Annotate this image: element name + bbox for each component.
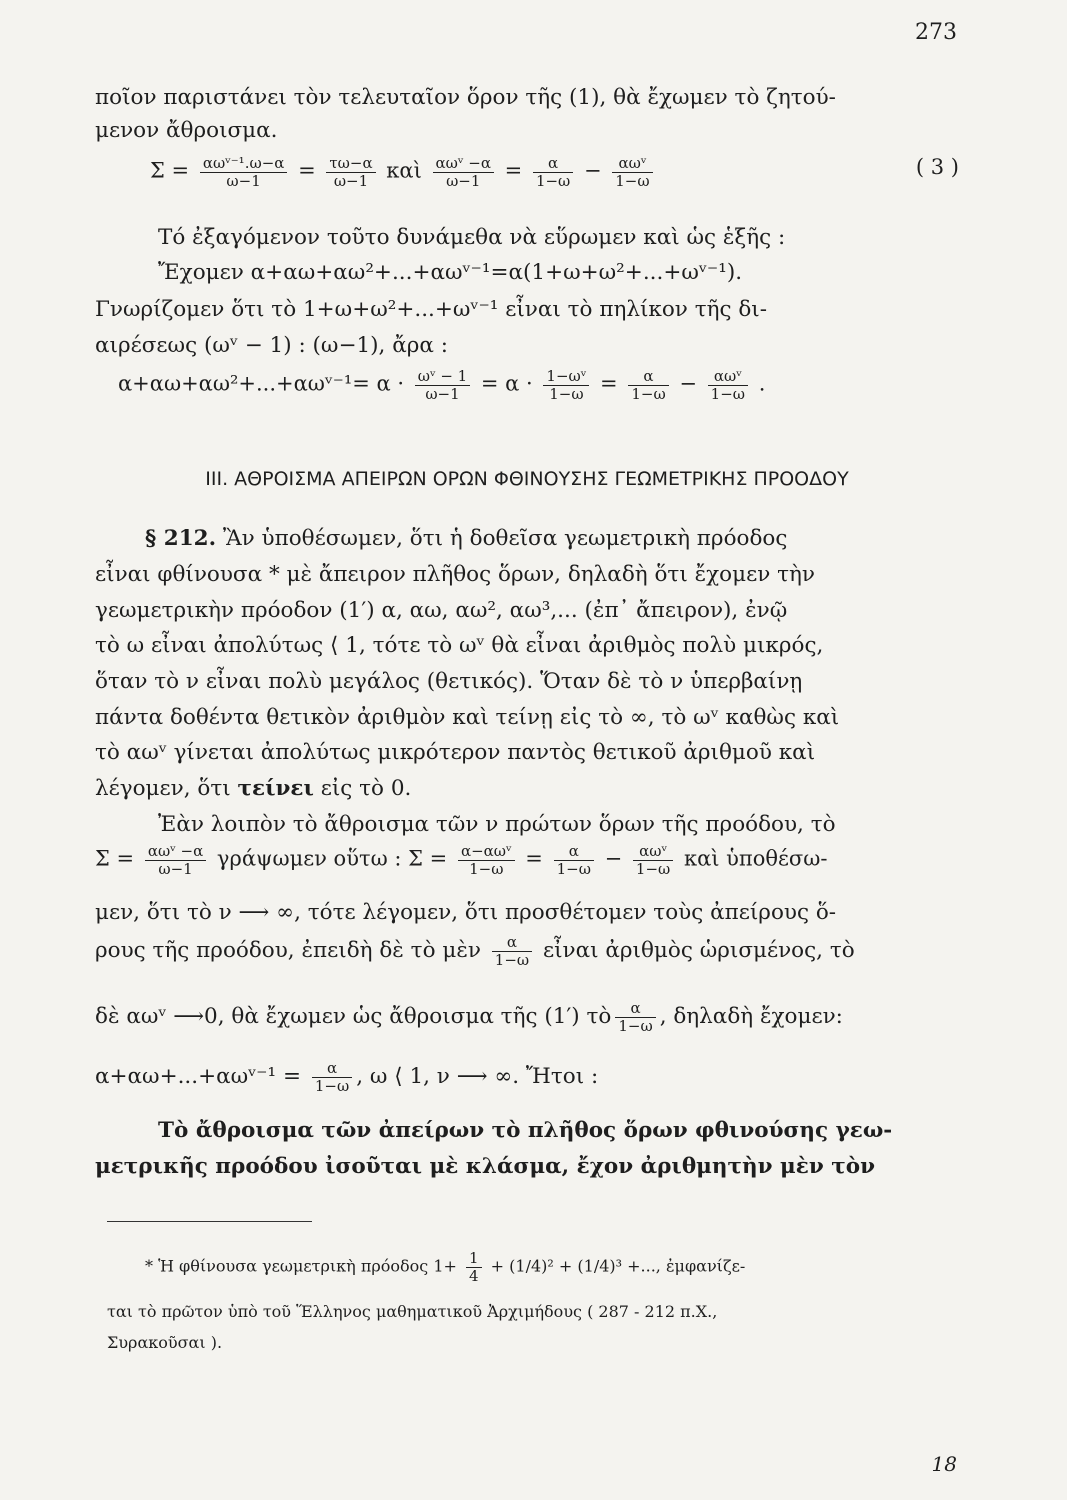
fraction: $\frac{\text{αωᵛ}}{1-\omega}$ [708, 368, 748, 402]
section-heading: III. ΑΘΡΟΙΣΜΑ ΑΠΕΙΡΩΝ ΟΡΩΝ ΦΘΙΝΟΥΣΗΣ ΓΕΩΜΕΤΡΙΚΗΣ ΠΡΟΟΔΟΥ [205, 468, 849, 490]
fraction: $\frac{\text{α−αωᵛ}}{1-\omega}$ [458, 843, 515, 877]
fraction: $\frac{\text{αωᵛ −α}}{\omega-1}$ [145, 843, 206, 877]
fraction: $\frac{\alpha}{1-\omega}$ [533, 155, 573, 189]
fraction: $\frac{\alpha}{1-\omega}$ [615, 1000, 655, 1034]
section-number: § 212. [145, 526, 217, 551]
text-line-fraction: ρους τῆς προόδου, ἐπειδὴ δὲ τὸ μὲν $\frac{\alpha}{1-\omega}$ εἶναι ἀριθμὸς ὡρισμένος, τὸ [95, 933, 855, 969]
fraction: $\frac{\alpha}{1-\omega}$ [554, 843, 594, 877]
fraction: $\frac{\text{ωᵛ − 1}}{\omega-1}$ [415, 368, 470, 402]
fraction: $\frac{\text{1−ωᵛ}}{1-\omega}$ [543, 368, 589, 402]
text-line: Ἐὰν λοιπὸν τὸ ἄθροισμα τῶν ν πρώτων ὅρων τῆς προόδου, τὸ [158, 812, 836, 837]
fraction: $\frac{\text{αωᵛ}}{1-\omega}$ [633, 843, 673, 877]
text-line: ὅταν τὸ ν εἶναι πολὺ μεγάλος (θετικός). Ὅταν δὲ τὸ ν ὑπερβαίνῃ [95, 669, 803, 694]
fraction: $\frac{\alpha}{1-\omega}$ [492, 934, 532, 968]
text-line-fraction: δὲ αωᵛ ⟶0, θὰ ἔχωμεν ὡς ἄθροισμα τῆς (1′) τὸ $\frac{\alpha}{1-\omega}$ , δηλαδὴ ἔχομεν: [95, 999, 843, 1035]
footnote-line: Συρακοῦσαι ). [107, 1333, 223, 1352]
footnote-line: * Ἡ φθίνουσα γεωμετρικὴ πρόοδος 1+ $\frac{1}{4}$ + (1/4)² + (1/4)³ +..., ἐμφανίζε- [145, 1249, 746, 1285]
fraction: $\frac{\text{αωᵛ}}{1-\omega}$ [612, 155, 652, 189]
fraction: $\frac{\text{αωᵛ⁻¹.ω−α}}{\omega-1}$ [200, 155, 288, 189]
text-line: ποῖον παριστάνει τὸν τελευταῖον ὅρον τῆς (1), θὰ ἔχωμεν τὸ ζητού- [95, 85, 836, 110]
fraction: $\frac{\alpha}{1-\omega}$ [628, 368, 668, 402]
text-line: εἶναι φθίνουσα * μὲ ἄπειρον πλῆθος ὅρων, δηλαδὴ ὅτι ἔχομεν τὴν [95, 562, 815, 587]
equation-sum: α+αω+αω²+...+αωᵛ⁻¹= α · $\frac{\text{ωᵛ − 1}}{\omega-1}$ = α · $\frac{\text{1−ωᵛ}}{1-\omega}$ = $\frac{\alpha}{1-\omega}$ − $\frac{\text{αωᵛ}}{1-\omega}$ . [118, 367, 766, 403]
text-line: Γνωρίζομεν ὅτι τὸ 1+ω+ω²+...+ωᵛ⁻¹ εἶναι τὸ πηλίκον τῆς δι- [95, 297, 767, 322]
footnote-line: ται τὸ πρῶτον ὑπὸ τοῦ Ἕλληνος μαθηματικοῦ Ἀρχιμήδους ( 287 - 212 π.Χ., [107, 1302, 718, 1321]
text-line: αιρέσεως (ωᵛ − 1) : (ω−1), ἄρα : [95, 333, 448, 358]
text-line: Τό ἐξαγόμενον τοῦτο δυνάμεθα νὰ εὕρωμεν καὶ ὡς ἑξῆς : [158, 225, 786, 250]
text-line: πάντα δοθέντα θετικὸν ἀριθμὸν καὶ τείνῃ εἰς τὸ ∞, τὸ ωᵛ καθὼς καὶ [95, 705, 840, 730]
fraction: $\frac{1}{4}$ [466, 1250, 482, 1284]
paragraph-start: § 212. Ἂν ὑποθέσωμεν, ὅτι ἡ δοθεῖσα γεωμετρικὴ πρόοδος [145, 526, 788, 551]
emphasis: τείνει [237, 776, 314, 801]
equation-label: ( 3 ) [915, 155, 959, 179]
equation-3: Σ = $\frac{\text{αωᵛ⁻¹.ω−α}}{\omega-1}$ = $\frac{\tau\omega-\alpha}{\omega-1}$ καὶ $\frac{\text{αωᵛ −α}}{\omega-1}$ = $\frac{\alpha}{1-\omega}$ − $\frac{\text{αωᵛ}}{1-\omega}$ ( 3 ) [150, 154, 959, 190]
text-line: Ἔχομεν α+αω+αω²+...+αωᵛ⁻¹=α(1+ω+ω²+...+ωᵛ⁻¹). [158, 260, 743, 285]
eq-sigma: Σ = [150, 158, 190, 183]
fraction: $\frac{\text{αωᵛ −α}}{\omega-1}$ [433, 155, 494, 189]
fraction: $\frac{\tau\omega-\alpha}{\omega-1}$ [326, 155, 375, 189]
theorem-line: Τὸ ἄθροισμα τῶν ἀπείρων τὸ πλῆθος ὅρων φθινούσης γεω- [158, 1118, 893, 1143]
text-line: μεν, ὅτι τὸ ν ⟶ ∞, τότε λέγομεν, ὅτι προσθέτομεν τοὺς ἀπείρους ὅ- [95, 900, 837, 925]
signature-mark: 18 [931, 1452, 957, 1476]
text-line: τὸ αωᵛ γίνεται ἀπολύτως μικρότερον παντὸς θετικοῦ ἀριθμοῦ καὶ [95, 740, 816, 765]
text-line: μενον ἄθροισμα. [95, 118, 278, 143]
page-number: 273 [915, 20, 957, 45]
footnote-divider [107, 1221, 312, 1222]
text-line: τὸ ω εἶναι ἀπολύτως ⟨ 1, τότε τὸ ωᵛ θὰ εἶναι ἀριθμὸς πολὺ μικρός, [95, 633, 824, 658]
text-line-fraction: α+αω+...+αωᵛ⁻¹ = $\frac{\alpha}{1-\omega}$ , ω ⟨ 1, ν ⟶ ∞. Ἤτοι : [95, 1059, 599, 1095]
text-line: λέγομεν, ὅτι τείνει εἰς τὸ 0. [95, 776, 412, 801]
theorem-line: μετρικῆς προόδου ἰσοῦται μὲ κλάσμα, ἔχον ἀριθμητὴν μὲν τὸν [95, 1154, 875, 1179]
equation-text-line: Σ = $\frac{\text{αωᵛ −α}}{\omega-1}$ γράψωμεν οὕτω : Σ = $\frac{\text{α−αωᵛ}}{1-\omega}$ = $\frac{\alpha}{1-\omega}$ − $\frac{\text{αωᵛ}}{1-\omega}$ καὶ ὑποθέσω- [95, 842, 828, 878]
text-line: γεωμετρικὴν πρόοδον (1′) α, αω, αω², αω³,... (ἐπ᾽ ἄπειρον), ἐνῷ [95, 598, 788, 623]
fraction: $\frac{\alpha}{1-\omega}$ [312, 1060, 352, 1094]
